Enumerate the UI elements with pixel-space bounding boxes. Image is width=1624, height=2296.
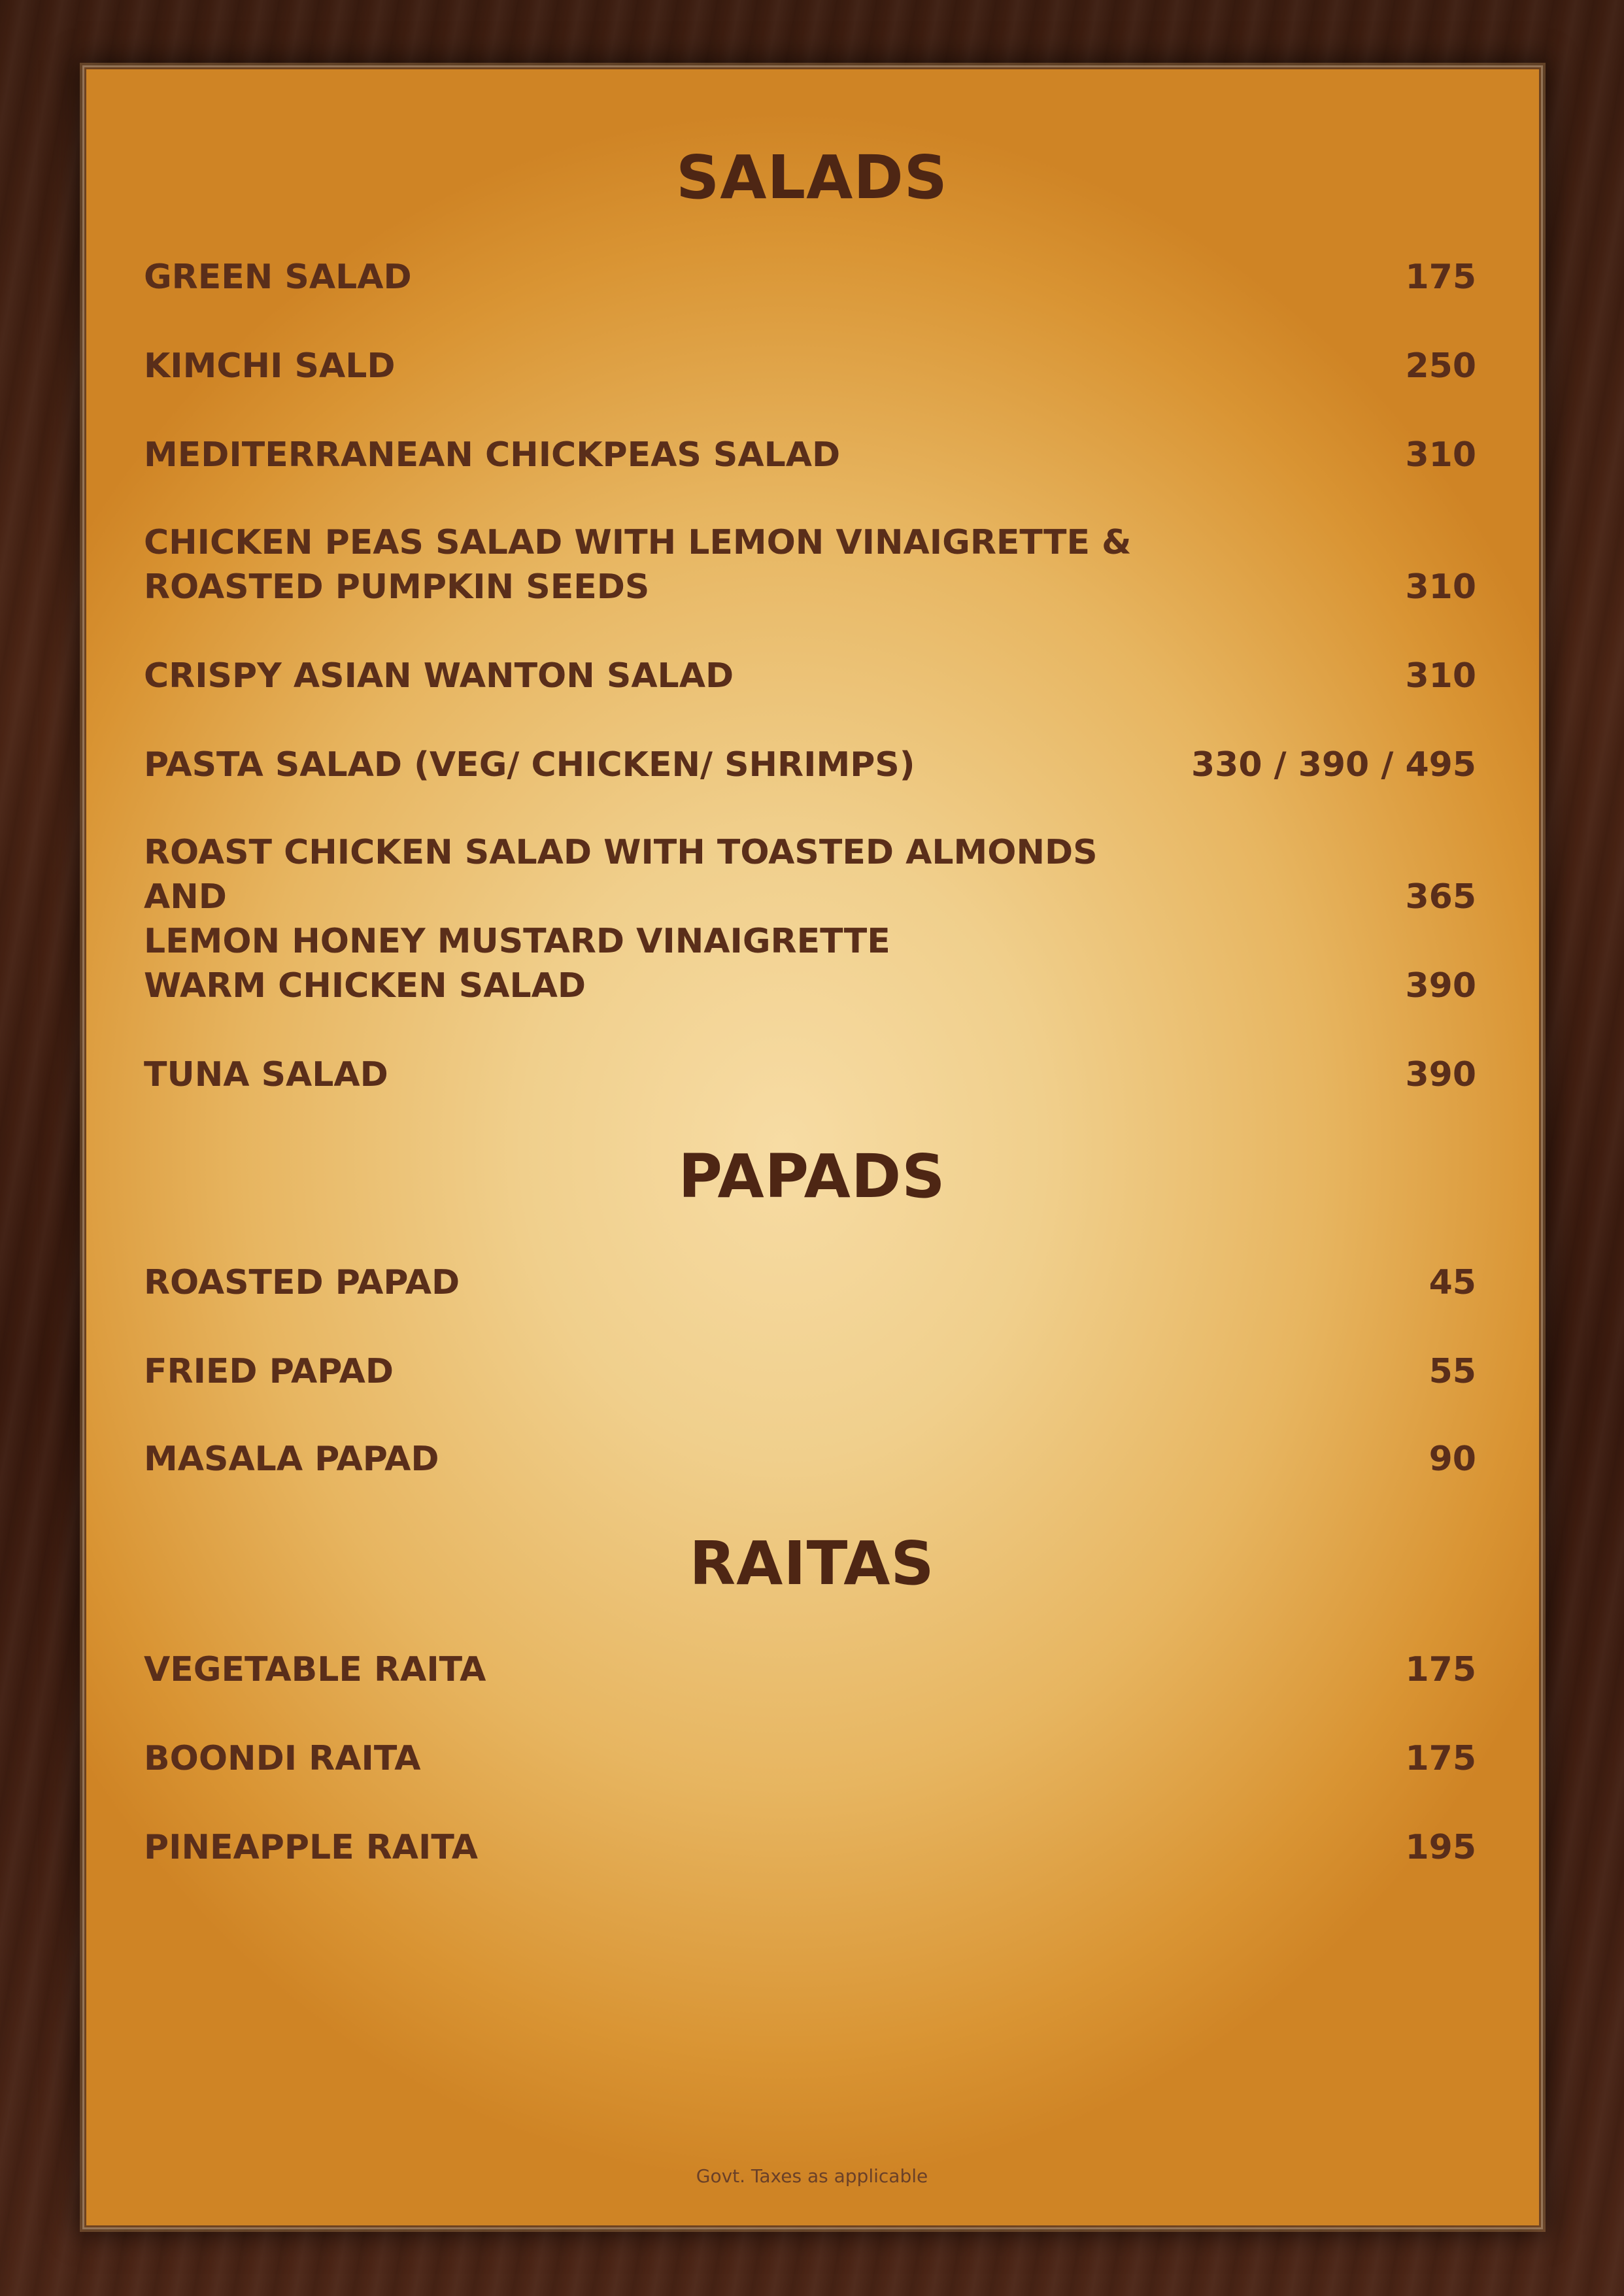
menu-item-mediterranean-chickpeas-salad — [144, 433, 1476, 477]
menu-item-fried-papad — [144, 1349, 1476, 1394]
item-name: ROAST CHICKEN SALAD WITH TOASTED ALMONDS AND LEMON HONEY MUSTARD VINAIGRETTE — [144, 833, 1098, 961]
item-price: 365 — [1405, 877, 1476, 917]
menu-item-roasted-papad — [144, 1260, 1476, 1305]
item-price: 175 — [1405, 1739, 1476, 1778]
tax-note: Govt. Taxes as applicable — [696, 2165, 928, 2187]
menu-item-chicken-peas-salad — [144, 520, 1476, 609]
item-price: 250 — [1405, 346, 1476, 386]
menu-item-boondi-raita — [144, 1736, 1476, 1781]
item-price: 175 — [1405, 258, 1476, 297]
section-title-papads: PAPADS — [678, 1141, 946, 1211]
item-price: 310 — [1405, 435, 1476, 475]
item-name: MEDITERRANEAN CHICKPEAS SALAD — [144, 435, 841, 475]
item-price: 45 — [1429, 1263, 1476, 1302]
item-price: 195 — [1405, 1828, 1476, 1867]
menu-item-kimchi-sald — [144, 344, 1476, 388]
menu-item-green-salad — [144, 255, 1476, 299]
menu-item-warm-chicken-salad — [144, 964, 1476, 1008]
menu-item-crispy-asian-wanton-salad — [144, 654, 1476, 698]
item-price: 175 — [1405, 1650, 1476, 1689]
item-price: 390 — [1405, 966, 1476, 1005]
item-name: CHICKEN PEAS SALAD WITH LEMON VINAIGRETTE & ROASTED PUMPKIN SEEDS — [144, 523, 1132, 607]
item-price: 310 — [1405, 656, 1476, 696]
menu-item-roast-chicken-salad — [144, 830, 1476, 961]
item-name: GREEN SALAD — [144, 258, 412, 297]
item-name: ROASTED PAPAD — [144, 1263, 460, 1302]
item-name: PASTA SALAD (VEG/ CHICKEN/ SHRIMPS) — [144, 745, 915, 785]
menu-item-pasta-salad — [144, 743, 1476, 787]
item-price: 330 / 390 / 495 — [1191, 745, 1476, 785]
item-name: MASALA PAPAD — [144, 1440, 439, 1479]
menu-item-vegetable-raita — [144, 1647, 1476, 1692]
item-name: BOONDI RAITA — [144, 1739, 421, 1778]
item-name: PINEAPPLE RAITA — [144, 1828, 479, 1867]
menu-item-pineapple-raita — [144, 1825, 1476, 1870]
item-price: 390 — [1405, 1055, 1476, 1094]
item-price: 55 — [1429, 1352, 1476, 1391]
item-price: 310 — [1405, 567, 1476, 607]
item-name: FRIED PAPAD — [144, 1352, 394, 1391]
section-title-salads: SALADS — [676, 143, 948, 212]
item-name: TUNA SALAD — [144, 1055, 388, 1094]
section-title-raitas: RAITAS — [689, 1528, 935, 1598]
item-price: 90 — [1429, 1440, 1476, 1479]
item-name: WARM CHICKEN SALAD — [144, 966, 586, 1005]
menu-item-tuna-salad — [144, 1053, 1476, 1097]
item-name: CRISPY ASIAN WANTON SALAD — [144, 656, 734, 696]
item-name: KIMCHI SALD — [144, 346, 396, 386]
menu-item-masala-papad — [144, 1437, 1476, 1481]
item-name: VEGETABLE RAITA — [144, 1650, 486, 1689]
